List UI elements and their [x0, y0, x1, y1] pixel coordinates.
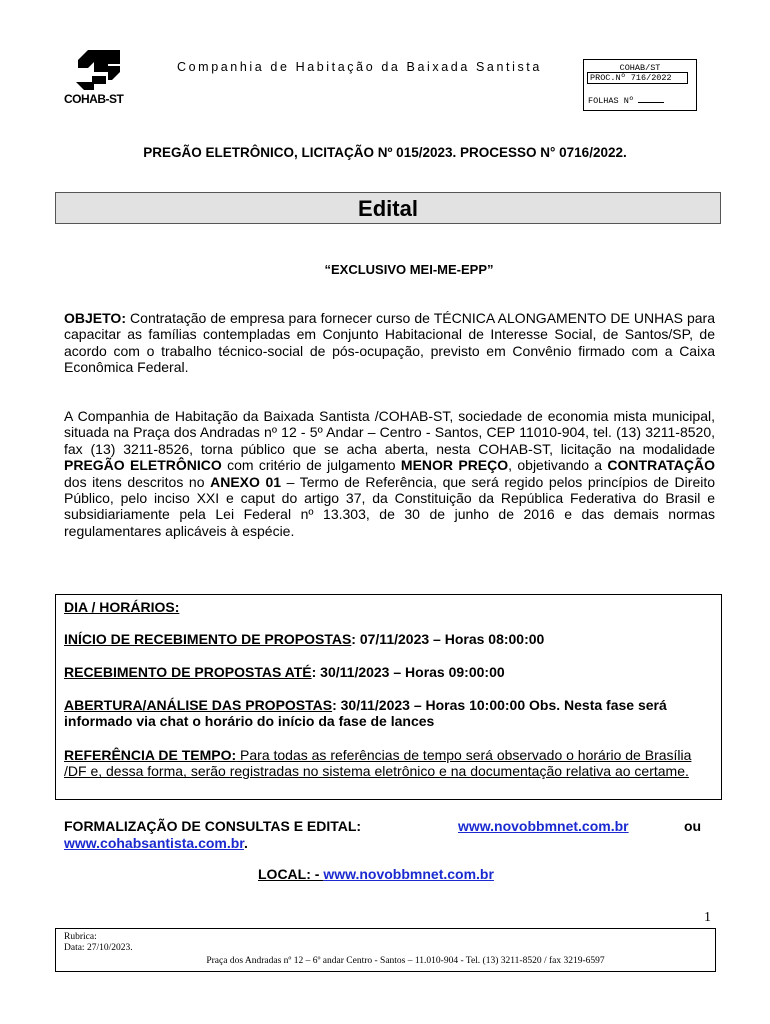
- edital-heading: Edital: [55, 192, 721, 224]
- objeto-text: Contratação de empresa para fornecer curso de TÉCNICA ALONGAMENTO DE UNHAS para capacitar as famílias contempladas em Conjunto Habitacional de Interesse Social, de Santos/SP, de acordo com o trabalho técnico-social de pós-ocupação, previsto em Convênio firmado com a Caixa Econômica Federal.: [64, 310, 715, 376]
- company-name: Companhia de Habitação da Baixada Santista: [177, 60, 542, 74]
- schedule-heading: DIA / HORÁRIOS:: [64, 599, 180, 615]
- stamp-org: COHAB/ST: [619, 63, 661, 73]
- logo-text: COHAB-ST: [64, 92, 124, 106]
- document-title: PREGÃO ELETRÔNICO, LICITAÇÃO Nº 015/2023. PROCESSO N° 0716/2022.: [143, 145, 627, 160]
- protocol-stamp: [583, 59, 697, 111]
- intro-paragraph: A Companhia de Habitação da Baixada Santista /COHAB-ST, sociedade de economia mista municipal, situada na Praça dos Andradas nº 12 - 5º Andar – Centro - Santos, CEP 11010-904, tel. (13) 3211-8520, fax (13) 3211-8526, torna público que se acha aberta, nesta COHAB-ST, licitação na modalidade PREGÃO ELETRÔNICO com critério de julgamento MENOR PREÇO, objetivando a CONTRATAÇÃO dos itens descritos no ANEXO 01 – Termo de Referência, que será regido pelos princípios de Direito Público, pelo inciso XXI e caput do artigo 37, da Constituição da República Federativa do Brasil e subsidiariamente pela Lei Federal nº 13.303, de 30 de junho de 2016 e das demais normas regulamentares aplicáveis à espécie.: [64, 408, 716, 539]
- local-line: [258, 866, 494, 882]
- or-text: ou: [684, 818, 702, 834]
- footer-rubrica: Rubrica:: [64, 932, 97, 942]
- schedule-start: INÍCIO DE RECEBIMENTO DE PROPOSTAS: 07/11/2023 – Horas 08:00:00: [64, 631, 545, 647]
- exclusive-note: “EXCLUSIVO MEI-ME-EPP”: [324, 262, 494, 277]
- local-label: LOCAL: -: [258, 866, 324, 882]
- page-number: 1: [704, 910, 711, 925]
- footer-address: Praça dos Andradas nº 12 – 6º andar Centro - Santos – 11.010-904 - Tel. (13) 3211-8520 / fax 3219-6597: [206, 956, 605, 966]
- local-link[interactable]: www.novobbmnet.com.br: [323, 866, 494, 882]
- stamp-process: PROC.Nº 716/2022: [587, 72, 688, 84]
- footer-box: [55, 928, 716, 972]
- objeto-label: OBJETO:: [64, 310, 126, 326]
- objeto-paragraph: [64, 310, 715, 376]
- stamp-folhas: FOLHAS Nº: [588, 96, 664, 106]
- footer-date: Data: 27/10/2023.: [64, 943, 133, 953]
- link-cohabsantista-line: www.cohabsantista.com.br.: [64, 835, 248, 851]
- schedule-time-reference: REFERÊNCIA DE TEMPO: Para todas as referências de tempo será observado o horário de Brasília /DF e, dessa forma, serão registradas no sistema eletrônico e na documentação relativa ao certame.: [64, 747, 692, 780]
- schedule-box: [55, 594, 722, 800]
- link-cohabsantista[interactable]: www.cohabsantista.com.br: [64, 835, 244, 851]
- schedule-receipt-deadline: RECEBIMENTO DE PROPOSTAS ATÉ: 30/11/2023 – Horas 09:00:00: [64, 664, 505, 680]
- link-novobbmnet[interactable]: www.novobbmnet.com.br: [458, 818, 629, 834]
- schedule-opening: ABERTURA/ANÁLISE DAS PROPOSTAS: 30/11/2023 – Horas 10:00:00 Obs. Nesta fase será informado via chat o horário do início da fase de lances: [64, 697, 667, 730]
- consultation-label: FORMALIZAÇÃO DE CONSULTAS E EDITAL:: [64, 818, 362, 834]
